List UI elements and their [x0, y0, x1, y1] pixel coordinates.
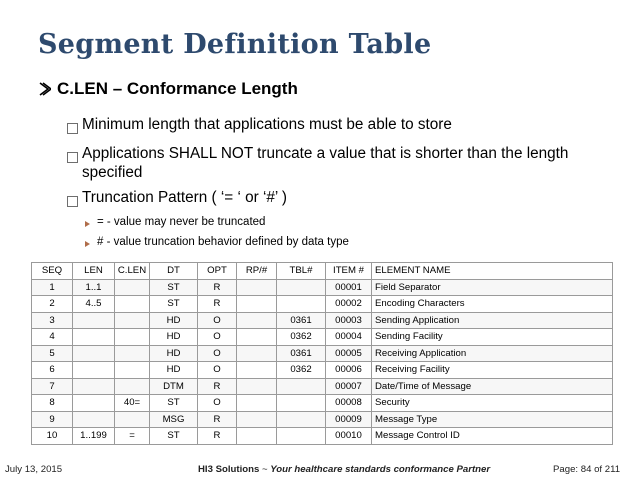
slide-title: Segment Definition Table — [38, 29, 432, 60]
rp-cell — [237, 362, 277, 379]
dt-cell: HD — [150, 362, 198, 379]
table-row — [32, 395, 613, 412]
dt-cell: HD — [150, 345, 198, 362]
rp-cell — [237, 312, 277, 329]
tbl-cell — [277, 279, 326, 296]
len-cell — [73, 329, 115, 346]
clen-cell — [115, 312, 150, 329]
footer-company: HI3 Solutions — [198, 464, 260, 475]
sub-bullet-text: # - value truncation behavior defined by data type — [97, 236, 349, 248]
table-row — [32, 378, 613, 395]
table-row — [32, 345, 613, 362]
element-name-cell: Message Control ID — [372, 428, 613, 445]
len-cell — [73, 312, 115, 329]
clen-cell — [115, 279, 150, 296]
seq-cell: 10 — [32, 428, 73, 445]
dt-cell: HD — [150, 329, 198, 346]
triangle-bullet-icon — [85, 241, 90, 247]
column-header: DT — [150, 263, 198, 280]
column-header: TBL# — [277, 263, 326, 280]
opt-cell: O — [198, 312, 237, 329]
element-name-cell: Sending Application — [372, 312, 613, 329]
column-header: OPT — [198, 263, 237, 280]
item-cell: 00007 — [326, 378, 372, 395]
table-row — [32, 428, 613, 445]
element-name-cell: Message Type — [372, 411, 613, 428]
dt-cell: ST — [150, 296, 198, 313]
bullet-text-continued: specified — [82, 164, 143, 181]
triangle-bullet-icon — [85, 221, 90, 227]
rp-cell — [237, 395, 277, 412]
table-row — [32, 411, 613, 428]
arrow-bullet-icon — [38, 82, 51, 96]
table-row — [32, 312, 613, 329]
opt-cell: R — [198, 378, 237, 395]
len-cell — [73, 345, 115, 362]
seq-cell: 9 — [32, 411, 73, 428]
table-row — [32, 296, 613, 313]
footer-separator: ~ — [261, 464, 268, 475]
clen-cell: 40= — [115, 395, 150, 412]
seq-cell: 7 — [32, 378, 73, 395]
sub-bullet-text: = - value may never be truncated — [97, 216, 266, 228]
item-cell: 00005 — [326, 345, 372, 362]
len-cell — [73, 378, 115, 395]
clen-cell: = — [115, 428, 150, 445]
column-header: SEQ — [32, 263, 73, 280]
heading-bullet: C.LEN – Conformance Length — [57, 79, 298, 98]
tbl-cell — [277, 428, 326, 445]
seq-cell: 3 — [32, 312, 73, 329]
element-name-cell: Receiving Facility — [372, 362, 613, 379]
seq-cell: 6 — [32, 362, 73, 379]
seq-cell: 2 — [32, 296, 73, 313]
dt-cell: MSG — [150, 411, 198, 428]
table-row — [32, 362, 613, 379]
table-row — [32, 329, 613, 346]
column-header: LEN — [73, 263, 115, 280]
len-cell: 1..199 — [73, 428, 115, 445]
opt-cell: R — [198, 296, 237, 313]
dt-cell: HD — [150, 312, 198, 329]
item-cell: 00006 — [326, 362, 372, 379]
tbl-cell — [277, 411, 326, 428]
square-bullet-icon — [67, 196, 78, 207]
dt-cell: ST — [150, 395, 198, 412]
seq-cell: 8 — [32, 395, 73, 412]
opt-cell: R — [198, 279, 237, 296]
element-name-cell: Receiving Application — [372, 345, 613, 362]
tbl-cell: 0361 — [277, 345, 326, 362]
opt-cell: O — [198, 362, 237, 379]
element-name-cell: Encoding Characters — [372, 296, 613, 313]
tbl-cell — [277, 296, 326, 313]
clen-cell — [115, 378, 150, 395]
rp-cell — [237, 428, 277, 445]
square-bullet-icon — [67, 123, 78, 134]
seq-cell: 5 — [32, 345, 73, 362]
len-cell — [73, 411, 115, 428]
item-cell: 00001 — [326, 279, 372, 296]
seq-cell: 1 — [32, 279, 73, 296]
dt-cell: DTM — [150, 378, 198, 395]
clen-cell — [115, 329, 150, 346]
clen-cell — [115, 362, 150, 379]
opt-cell: O — [198, 395, 237, 412]
rp-cell — [237, 378, 277, 395]
item-cell: 00003 — [326, 312, 372, 329]
len-cell — [73, 362, 115, 379]
table-header-row — [32, 263, 613, 280]
footer-tagline-text: Your healthcare standards conformance Partner — [270, 464, 491, 475]
rp-cell — [237, 411, 277, 428]
element-name-cell: Field Separator — [372, 279, 613, 296]
element-name-cell: Sending Facility — [372, 329, 613, 346]
tbl-cell: 0361 — [277, 312, 326, 329]
footer-page-number: Page: 84 of 211 — [553, 464, 621, 475]
rp-cell — [237, 296, 277, 313]
opt-cell: O — [198, 345, 237, 362]
opt-cell: R — [198, 411, 237, 428]
footer-tagline — [198, 464, 490, 475]
rp-cell — [237, 279, 277, 296]
bullet-text: Minimum length that applications must be able to store — [82, 116, 452, 133]
column-header: ELEMENT NAME — [372, 263, 613, 280]
item-cell: 00002 — [326, 296, 372, 313]
item-cell: 00010 — [326, 428, 372, 445]
square-bullet-icon — [67, 152, 78, 163]
item-cell: 00008 — [326, 395, 372, 412]
segment-definition-table — [31, 262, 613, 445]
len-cell — [73, 395, 115, 412]
element-name-cell: Date/Time of Message — [372, 378, 613, 395]
rp-cell — [237, 345, 277, 362]
dt-cell: ST — [150, 279, 198, 296]
element-name-cell: Security — [372, 395, 613, 412]
tbl-cell — [277, 395, 326, 412]
tbl-cell — [277, 378, 326, 395]
item-cell: 00004 — [326, 329, 372, 346]
len-cell: 4..5 — [73, 296, 115, 313]
len-cell: 1..1 — [73, 279, 115, 296]
clen-cell — [115, 411, 150, 428]
rp-cell — [237, 329, 277, 346]
seq-cell: 4 — [32, 329, 73, 346]
tbl-cell: 0362 — [277, 362, 326, 379]
table-row — [32, 279, 613, 296]
item-cell: 00009 — [326, 411, 372, 428]
column-header: ITEM # — [326, 263, 372, 280]
tbl-cell: 0362 — [277, 329, 326, 346]
opt-cell: R — [198, 428, 237, 445]
bullet-text: Truncation Pattern ( ‘= ‘ or ‘#’ ) — [82, 189, 288, 206]
column-header: C.LEN — [115, 263, 150, 280]
clen-cell — [115, 345, 150, 362]
bullet-text: Applications SHALL NOT truncate a value that is shorter than the length — [82, 145, 569, 162]
footer-date: July 13, 2015 — [5, 464, 63, 475]
column-header: RP/# — [237, 263, 277, 280]
dt-cell: ST — [150, 428, 198, 445]
opt-cell: O — [198, 329, 237, 346]
clen-cell — [115, 296, 150, 313]
